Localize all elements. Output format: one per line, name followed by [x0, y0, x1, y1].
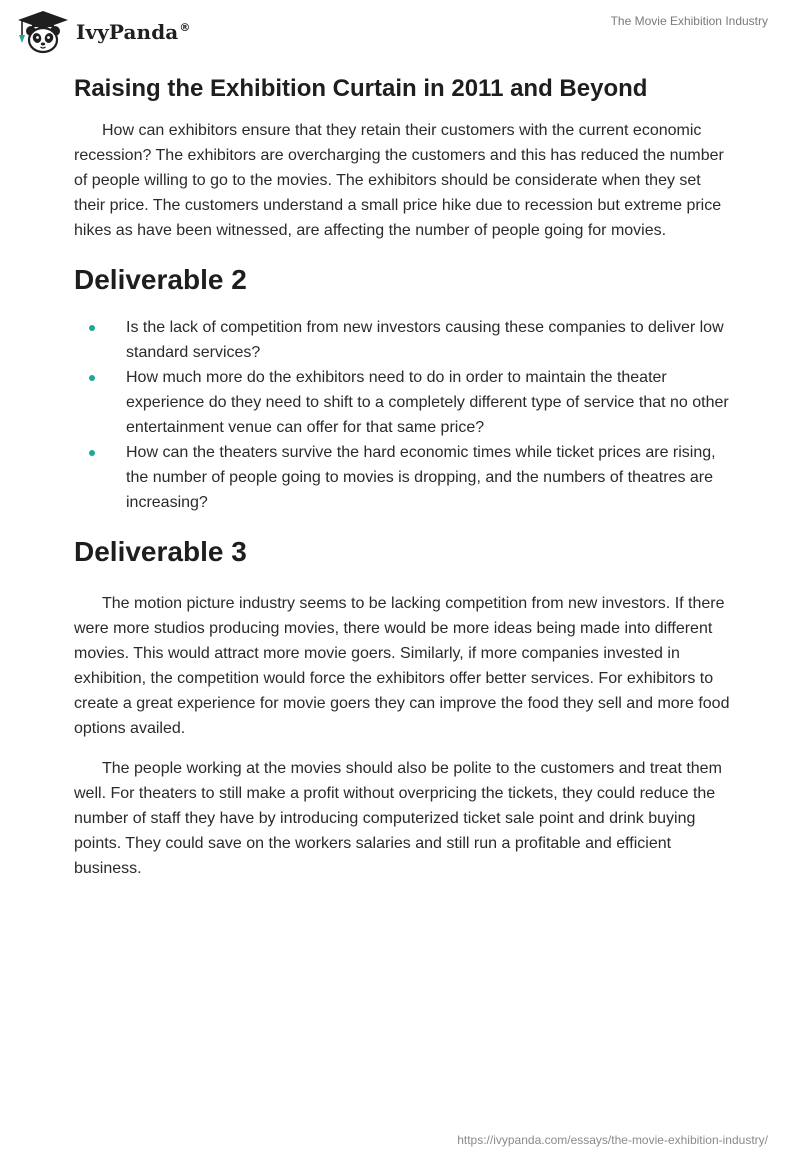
registered-mark: ®: [179, 21, 191, 35]
bullet-dot-icon: [89, 450, 95, 456]
section-heading-exhibition-curtain: Raising the Exhibition Curtain in 2011 and Beyond: [74, 75, 648, 102]
list-item-text: Is the lack of competition from new investors causing these companies to deliver low standard services?: [126, 319, 724, 361]
section-heading-deliverable-2: Deliverable 2: [74, 264, 247, 295]
list-item: [74, 365, 730, 440]
section1-paragraph: How can exhibitors ensure that they retain their customers with the current economic recession? The exhibitors are overcharging the customers and this has reduced the number of people willing to go to the movies. The exhibitors should be considerate when they set their price. The customers understand a small price hike due to recession but extreme price hikes as have been witnessed, are affecting the number of people going for movies.: [74, 122, 724, 239]
list-item: [74, 440, 730, 515]
list-item-text: How much more do the exhibitors need to do in order to maintain the theater experience do they need to shift to a completely different type of service that no other entertainment venue can offer for that same price?: [126, 369, 729, 436]
source-url-link[interactable]: https://ivypanda.com/essays/the-movie-exhibition-industry/: [457, 1133, 768, 1147]
bullet-dot-icon: [89, 375, 95, 381]
section3-paragraph-2: The people working at the movies should also be polite to the customers and treat them well. For theaters to still make a profit without overpricing the tickets, they could reduce the number of staff they have by introducing computerized ticket sale point and drink buying points. They could save on the workers salaries and still run a profitable and efficient business.: [74, 760, 722, 877]
brand-logo[interactable]: [14, 9, 190, 55]
section-heading-deliverable-3: Deliverable 3: [74, 536, 247, 567]
article-body: [74, 72, 730, 881]
deliverable-2-question-list: [74, 315, 730, 515]
section3-paragraph-1: The motion picture industry seems to be lacking competition from new investors. If there were more studios producing movies, there would be more ideas being made into different movies. This would attract more movie goers. Similarly, if more companies invested in exhibition, the competition would force the exhibitors offer better services. For exhibitors to create a great experience for movie goers they can improve the food they sell and more food options availed.: [74, 595, 730, 737]
list-item: [74, 315, 730, 365]
panda-graduation-cap-icon: [14, 9, 72, 55]
brand-name: IvyPanda®: [76, 20, 191, 44]
bullet-dot-icon: [89, 325, 95, 331]
page-header: [0, 0, 800, 60]
document-title: The Movie Exhibition Industry: [610, 14, 768, 28]
list-item-text: How can the theaters survive the hard economic times while ticket prices are rising, the number of people going to movies is dropping, and the numbers of theatres are increasing?: [126, 444, 716, 511]
